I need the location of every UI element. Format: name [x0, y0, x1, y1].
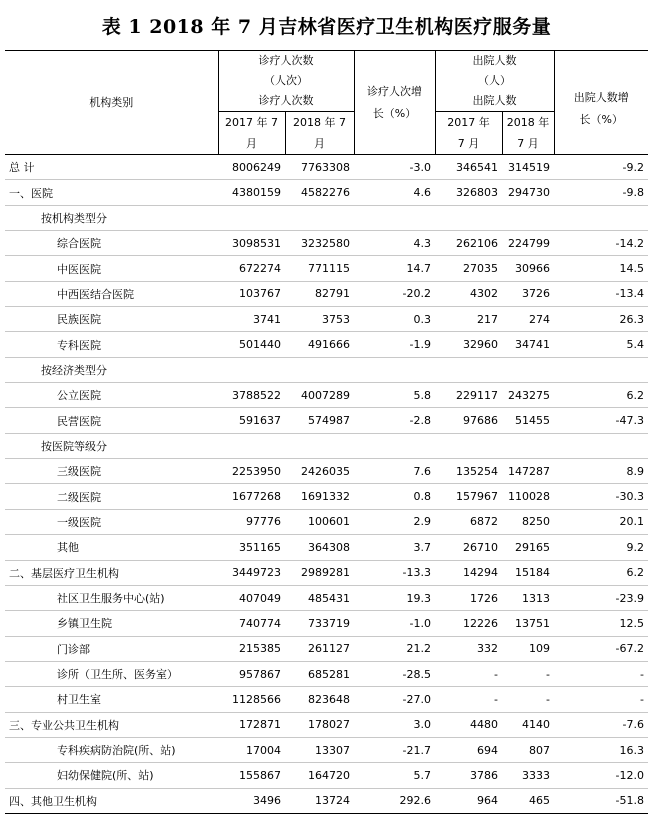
cell-discharge-growth: -14.2	[554, 231, 648, 256]
header-visits-growth-line1: 诊疗人次增	[367, 84, 422, 98]
cell-visits-2018: 3753	[285, 307, 354, 332]
cell-category: 妇幼保健院(所、站)	[5, 763, 218, 788]
cell-discharge-2017: 346541	[435, 155, 502, 180]
cell-visits-2017: 172871	[218, 712, 285, 737]
cell-discharge-growth: 9.2	[554, 535, 648, 560]
cell-visits-growth: 292.6	[354, 788, 435, 813]
table-body	[5, 155, 648, 814]
cell-visits-2018: 364308	[285, 535, 354, 560]
table-row	[5, 205, 648, 230]
cell-discharge-2017: 12226	[435, 611, 502, 636]
header-discharge-2017-line2: 7 月	[457, 137, 480, 150]
cell-visits-2017: 1128566	[218, 687, 285, 712]
cell-discharge-2017: 326803	[435, 180, 502, 205]
header-discharge-2018-line1: 2018 年	[506, 116, 550, 129]
cell-discharge-2018: 294730	[502, 180, 554, 205]
cell-visits-2017: 740774	[218, 611, 285, 636]
cell-discharge-2017	[435, 357, 502, 382]
cell-discharge-2018	[502, 433, 554, 458]
cell-discharge-growth: 6.2	[554, 383, 648, 408]
cell-category: 三、专业公共卫生机构	[5, 712, 218, 737]
cell-category: 专科疾病防治院(所、站)	[5, 737, 218, 762]
cell-visits-2018	[285, 357, 354, 382]
table-row	[5, 509, 648, 534]
header-visits-growth-line2: 长（%）	[372, 106, 417, 120]
table-row	[5, 535, 648, 560]
cell-discharge-2018: 109	[502, 636, 554, 661]
cell-discharge-2017: 4302	[435, 281, 502, 306]
cell-discharge-growth: -30.3	[554, 484, 648, 509]
cell-visits-growth: 3.7	[354, 535, 435, 560]
cell-discharge-2018: 51455	[502, 408, 554, 433]
cell-visits-growth: 14.7	[354, 256, 435, 281]
cell-discharge-2018: 243275	[502, 383, 554, 408]
cell-visits-2017: 3741	[218, 307, 285, 332]
table-row	[5, 357, 648, 382]
cell-discharge-growth: 16.3	[554, 737, 648, 762]
cell-visits-2018: 4007289	[285, 383, 354, 408]
cell-discharge-2018: 1313	[502, 585, 554, 610]
cell-discharge-growth	[554, 205, 648, 230]
cell-visits-2017: 957867	[218, 661, 285, 686]
cell-discharge-2018: 29165	[502, 535, 554, 560]
cell-visits-2018: 4582276	[285, 180, 354, 205]
cell-discharge-2017: 262106	[435, 231, 502, 256]
header-visits-2018-line2: 月	[314, 137, 325, 150]
cell-visits-2018: 823648	[285, 687, 354, 712]
cell-discharge-2017: 3786	[435, 763, 502, 788]
cell-visits-2018: 1691332	[285, 484, 354, 509]
cell-category: 一级医院	[5, 509, 218, 534]
cell-discharge-growth: 14.5	[554, 256, 648, 281]
cell-visits-2017: 3496	[218, 788, 285, 813]
cell-discharge-2018: 8250	[502, 509, 554, 534]
cell-visits-2018: 13307	[285, 737, 354, 762]
cell-discharge-2017: 97686	[435, 408, 502, 433]
table-row	[5, 231, 648, 256]
cell-visits-2017: 215385	[218, 636, 285, 661]
cell-discharge-2018: -	[502, 661, 554, 686]
cell-visits-2018: 3232580	[285, 231, 354, 256]
cell-discharge-growth: -	[554, 661, 648, 686]
cell-visits-2018	[285, 433, 354, 458]
cell-discharge-2018	[502, 205, 554, 230]
cell-visits-2017: 3098531	[218, 231, 285, 256]
cell-visits-2017	[218, 357, 285, 382]
cell-visits-growth	[354, 433, 435, 458]
table-title: 表 1 2018 年 7 月吉林省医疗卫生机构医疗服务量	[101, 15, 552, 38]
cell-visits-growth: 3.0	[354, 712, 435, 737]
cell-visits-2018: 261127	[285, 636, 354, 661]
cell-discharge-2017: 4480	[435, 712, 502, 737]
cell-discharge-2017: 14294	[435, 560, 502, 585]
cell-discharge-2017: 229117	[435, 383, 502, 408]
cell-discharge-2017: 1726	[435, 585, 502, 610]
cell-visits-growth: 19.3	[354, 585, 435, 610]
cell-category: 总 计	[5, 155, 218, 180]
cell-category: 中西医结合医院	[5, 281, 218, 306]
header-discharge-line2: （人）	[478, 74, 511, 87]
cell-visits-growth: -1.9	[354, 332, 435, 357]
cell-discharge-2017: 964	[435, 788, 502, 813]
table-row	[5, 256, 648, 281]
cell-category: 诊所（卫生所、医务室）	[5, 661, 218, 686]
header-visits-2017-line1: 2017 年 7	[225, 116, 278, 129]
cell-category: 二级医院	[5, 484, 218, 509]
cell-discharge-growth: -	[554, 687, 648, 712]
cell-discharge-2018: 3333	[502, 763, 554, 788]
cell-visits-growth: -3.0	[354, 155, 435, 180]
table-row	[5, 281, 648, 306]
cell-discharge-2018: -	[502, 687, 554, 712]
header-visits-group	[218, 51, 354, 112]
cell-discharge-2018: 30966	[502, 256, 554, 281]
cell-category: 按医院等级分	[5, 433, 218, 458]
cell-visits-growth: -13.3	[354, 560, 435, 585]
header-category	[5, 51, 218, 155]
table-row	[5, 763, 648, 788]
cell-discharge-2017: -	[435, 661, 502, 686]
table-row	[5, 611, 648, 636]
cell-visits-growth: 21.2	[354, 636, 435, 661]
table-row	[5, 408, 648, 433]
header-discharge-line1: 出院人数	[472, 54, 517, 67]
cell-visits-growth: -20.2	[354, 281, 435, 306]
cell-category: 按机构类型分	[5, 205, 218, 230]
table-row	[5, 560, 648, 585]
cell-visits-growth: 7.6	[354, 459, 435, 484]
cell-discharge-growth: -12.0	[554, 763, 648, 788]
cell-visits-growth: 0.8	[354, 484, 435, 509]
cell-visits-2018: 685281	[285, 661, 354, 686]
header-category-label: 机构类别	[89, 96, 134, 109]
header-discharge-line3: 出院人数	[472, 94, 517, 107]
cell-category: 中医医院	[5, 256, 218, 281]
cell-visits-2017	[218, 433, 285, 458]
cell-visits-2017: 8006249	[218, 155, 285, 180]
cell-visits-growth: 5.7	[354, 763, 435, 788]
cell-category: 二、基层医疗卫生机构	[5, 560, 218, 585]
table-row	[5, 433, 648, 458]
table-row	[5, 459, 648, 484]
cell-visits-growth: -28.5	[354, 661, 435, 686]
table-row	[5, 585, 648, 610]
cell-visits-growth: 2.9	[354, 509, 435, 534]
cell-category: 一、医院	[5, 180, 218, 205]
cell-visits-growth: -2.8	[354, 408, 435, 433]
cell-category: 村卫生室	[5, 687, 218, 712]
cell-visits-2017: 103767	[218, 281, 285, 306]
cell-category: 四、其他卫生机构	[5, 788, 218, 813]
cell-category: 民族医院	[5, 307, 218, 332]
cell-category: 乡镇卫生院	[5, 611, 218, 636]
cell-discharge-2018: 13751	[502, 611, 554, 636]
table-row	[5, 636, 648, 661]
cell-visits-2018: 13724	[285, 788, 354, 813]
cell-category: 公立医院	[5, 383, 218, 408]
cell-discharge-growth: 20.1	[554, 509, 648, 534]
table-row	[5, 484, 648, 509]
header-visits-2017	[218, 112, 285, 155]
cell-discharge-2018: 807	[502, 737, 554, 762]
cell-discharge-2017	[435, 205, 502, 230]
cell-category: 专科医院	[5, 332, 218, 357]
header-visits-line1: 诊疗人次数	[258, 54, 314, 67]
header-visits-growth	[354, 51, 435, 155]
cell-discharge-2017: 32960	[435, 332, 502, 357]
cell-visits-2018: 82791	[285, 281, 354, 306]
cell-visits-2017: 155867	[218, 763, 285, 788]
cell-visits-growth: 4.3	[354, 231, 435, 256]
cell-discharge-2018: 314519	[502, 155, 554, 180]
cell-visits-2017: 672274	[218, 256, 285, 281]
cell-discharge-growth: -9.2	[554, 155, 648, 180]
cell-discharge-2018: 465	[502, 788, 554, 813]
table-row	[5, 383, 648, 408]
cell-discharge-2017: -	[435, 687, 502, 712]
cell-discharge-growth: 12.5	[554, 611, 648, 636]
header-discharge-2018	[502, 112, 554, 155]
cell-visits-2018: 2426035	[285, 459, 354, 484]
cell-discharge-growth	[554, 433, 648, 458]
cell-visits-2017: 1677268	[218, 484, 285, 509]
cell-visits-2018: 178027	[285, 712, 354, 737]
cell-discharge-2017: 157967	[435, 484, 502, 509]
cell-discharge-growth	[554, 357, 648, 382]
cell-visits-growth	[354, 357, 435, 382]
cell-discharge-2018: 34741	[502, 332, 554, 357]
header-discharge-growth-line1: 出院人数增	[573, 91, 629, 104]
cell-discharge-2018: 147287	[502, 459, 554, 484]
cell-discharge-2017: 26710	[435, 535, 502, 560]
cell-visits-2017: 591637	[218, 408, 285, 433]
cell-visits-2017: 3449723	[218, 560, 285, 585]
header-visits-2018	[285, 112, 354, 155]
cell-visits-2017: 97776	[218, 509, 285, 534]
cell-visits-growth	[354, 205, 435, 230]
cell-discharge-2017	[435, 433, 502, 458]
cell-discharge-growth: -13.4	[554, 281, 648, 306]
cell-visits-2018: 2989281	[285, 560, 354, 585]
table-row	[5, 661, 648, 686]
cell-category: 三级医院	[5, 459, 218, 484]
cell-discharge-2017: 332	[435, 636, 502, 661]
cell-discharge-2017: 135254	[435, 459, 502, 484]
header-discharge-2018-line2: 7 月	[517, 137, 539, 150]
cell-visits-growth: -21.7	[354, 737, 435, 762]
cell-visits-growth: -1.0	[354, 611, 435, 636]
cell-discharge-2018: 4140	[502, 712, 554, 737]
cell-category: 按经济类型分	[5, 357, 218, 382]
cell-category: 综合医院	[5, 231, 218, 256]
table-row	[5, 155, 648, 180]
header-visits-line2: （人次）	[264, 74, 308, 87]
table-row	[5, 180, 648, 205]
cell-visits-2017: 501440	[218, 332, 285, 357]
cell-visits-2018: 485431	[285, 585, 354, 610]
cell-discharge-2018	[502, 357, 554, 382]
cell-category: 社区卫生服务中心(站)	[5, 585, 218, 610]
table-row	[5, 332, 648, 357]
cell-visits-2017	[218, 205, 285, 230]
cell-discharge-2017: 694	[435, 737, 502, 762]
table-row	[5, 712, 648, 737]
cell-visits-growth: 4.6	[354, 180, 435, 205]
cell-visits-2017: 3788522	[218, 383, 285, 408]
cell-discharge-growth: -7.6	[554, 712, 648, 737]
cell-discharge-growth: -9.8	[554, 180, 648, 205]
cell-visits-2017: 407049	[218, 585, 285, 610]
cell-visits-2018: 574987	[285, 408, 354, 433]
header-visits-2018-line1: 2018 年 7	[293, 116, 346, 129]
cell-visits-2018: 733719	[285, 611, 354, 636]
cell-discharge-2018: 3726	[502, 281, 554, 306]
cell-discharge-2018: 110028	[502, 484, 554, 509]
cell-discharge-2017: 27035	[435, 256, 502, 281]
cell-visits-growth: -27.0	[354, 687, 435, 712]
header-discharge-2017-line1: 2017 年	[447, 116, 490, 129]
table-row	[5, 788, 648, 813]
cell-discharge-growth: 6.2	[554, 560, 648, 585]
cell-discharge-2018: 224799	[502, 231, 554, 256]
cell-visits-2017: 351165	[218, 535, 285, 560]
cell-visits-2018: 100601	[285, 509, 354, 534]
table-row	[5, 687, 648, 712]
header-discharge-growth	[554, 51, 648, 155]
table-row	[5, 737, 648, 762]
header-discharge-group	[435, 51, 554, 112]
cell-discharge-2017: 6872	[435, 509, 502, 534]
cell-discharge-growth: 8.9	[554, 459, 648, 484]
header-visits-line3: 诊疗人次数	[258, 94, 314, 107]
cell-category: 民营医院	[5, 408, 218, 433]
header-visits-2017-line2: 月	[246, 137, 257, 150]
cell-visits-2018: 491666	[285, 332, 354, 357]
cell-category: 门诊部	[5, 636, 218, 661]
cell-discharge-growth: -67.2	[554, 636, 648, 661]
cell-visits-2017: 2253950	[218, 459, 285, 484]
cell-visits-2017: 4380159	[218, 180, 285, 205]
cell-visits-2018: 7763308	[285, 155, 354, 180]
header-discharge-growth-line2: 长（%）	[579, 113, 623, 126]
cell-discharge-2018: 15184	[502, 560, 554, 585]
cell-discharge-growth: 26.3	[554, 307, 648, 332]
cell-visits-growth: 5.8	[354, 383, 435, 408]
cell-visits-2018	[285, 205, 354, 230]
table-row	[5, 307, 648, 332]
cell-visits-2018: 164720	[285, 763, 354, 788]
service-volume-table	[5, 50, 648, 814]
cell-discharge-growth: -51.8	[554, 788, 648, 813]
cell-visits-2018: 771115	[285, 256, 354, 281]
cell-visits-growth: 0.3	[354, 307, 435, 332]
header-discharge-2017	[435, 112, 502, 155]
cell-discharge-2017: 217	[435, 307, 502, 332]
cell-discharge-growth: -47.3	[554, 408, 648, 433]
cell-discharge-2018: 274	[502, 307, 554, 332]
cell-visits-2017: 17004	[218, 737, 285, 762]
cell-discharge-growth: 5.4	[554, 332, 648, 357]
cell-discharge-growth: -23.9	[554, 585, 648, 610]
cell-category: 其他	[5, 535, 218, 560]
